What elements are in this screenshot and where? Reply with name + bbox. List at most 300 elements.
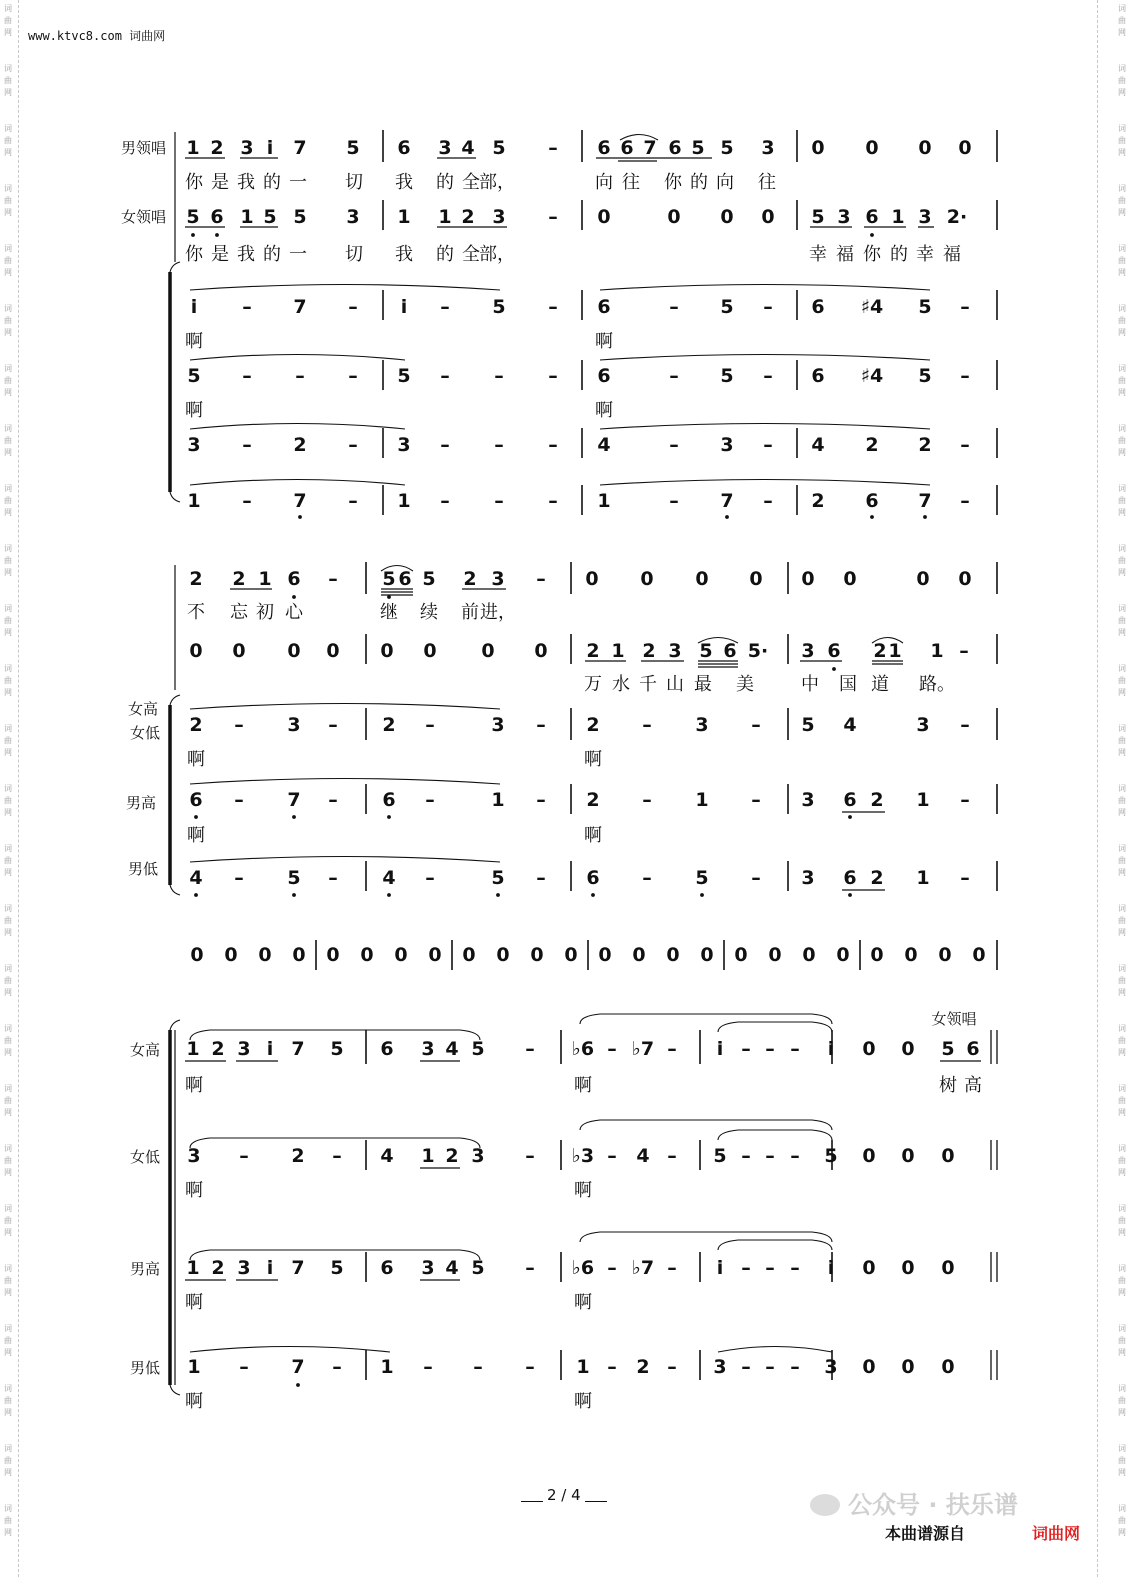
edge-watermark-char: 网 [4, 208, 12, 217]
note: 6 [668, 137, 682, 159]
note: 1 [597, 490, 611, 512]
note: 5 [720, 365, 734, 387]
note: 1 [611, 640, 625, 662]
note: – [242, 434, 252, 456]
note: – [425, 789, 435, 811]
note: 3 [421, 1038, 435, 1060]
note: 5· [747, 640, 769, 662]
note: 3 [240, 137, 254, 159]
note: – [328, 867, 338, 889]
part-label: 女低 [129, 1148, 160, 1166]
edge-watermark-char: 词 [4, 244, 12, 253]
lyric-char: 我 [237, 172, 255, 193]
note: 4 [636, 1145, 650, 1167]
lyric-char: 前 [461, 602, 479, 623]
edge-watermark-char: 词 [1118, 1024, 1126, 1033]
note: 0 [941, 1257, 955, 1279]
note: 0 [958, 137, 972, 159]
note: 3 [471, 1145, 485, 1167]
note: i [827, 1038, 835, 1060]
lyric-char: 高 [964, 1075, 982, 1096]
edge-watermark-char: 曲 [1118, 1336, 1126, 1345]
note: 0 [564, 944, 578, 966]
part-label: 男领唱 [120, 139, 166, 157]
edge-watermark-char: 网 [4, 928, 12, 937]
lyric-char: 续 [420, 602, 438, 623]
note: 0 [862, 1257, 876, 1279]
note: – [669, 365, 679, 387]
note: 6 [597, 296, 611, 318]
note: – [234, 714, 244, 736]
edge-watermark-char: 词 [1118, 1444, 1126, 1453]
lyric-char: 的 [436, 244, 454, 265]
note: 0 [189, 640, 203, 662]
note: 0 [941, 1145, 955, 1167]
note: 0 [904, 944, 918, 966]
octave-dot [292, 815, 296, 819]
edge-watermark-char: 词 [1118, 364, 1126, 373]
note: 5 [382, 568, 396, 590]
note: 6 [843, 867, 857, 889]
note: 3 [837, 206, 851, 228]
lyric-ah: 啊 [584, 825, 602, 846]
lyric-char: 向 [595, 172, 613, 193]
note: 7 [291, 1038, 305, 1060]
note: – [763, 296, 773, 318]
edge-watermark-char: 词 [1118, 184, 1126, 193]
note: 1 [186, 1038, 200, 1060]
octave-dot [496, 893, 500, 897]
note: 5 [492, 137, 506, 159]
edge-watermark-char: 网 [4, 448, 12, 457]
edge-watermark-char: 网 [1118, 268, 1126, 277]
note: 4 [189, 867, 203, 889]
note: – [440, 434, 450, 456]
note: – [425, 714, 435, 736]
note: – [667, 1038, 677, 1060]
note: 6 [380, 1257, 394, 1279]
edge-watermark-char: 曲 [1118, 976, 1126, 985]
lyric-char: 一 [289, 244, 307, 265]
note: – [751, 789, 761, 811]
edge-watermark-char: 曲 [4, 1396, 12, 1405]
note: 2 [232, 568, 246, 590]
edge-watermark-char: 曲 [4, 436, 12, 445]
note: 6 [811, 296, 825, 318]
note: 6 [397, 137, 411, 159]
note: – [234, 789, 244, 811]
edge-watermark-char: 网 [1118, 328, 1126, 337]
note: – [763, 490, 773, 512]
note: – [494, 434, 504, 456]
lyric-char: 往 [622, 172, 640, 193]
edge-watermark-char: 词 [1118, 124, 1126, 133]
note: – [960, 714, 970, 736]
edge-watermark-char: 曲 [1118, 1036, 1126, 1045]
slur [190, 1347, 390, 1353]
lyric-char: 不 [187, 602, 205, 623]
edge-watermark-char: 曲 [1118, 1516, 1126, 1525]
octave-dot [700, 893, 704, 897]
edge-watermark-char: 网 [4, 748, 12, 757]
edge-watermark-char: 网 [4, 508, 12, 517]
edge-watermark-char: 曲 [1118, 1456, 1126, 1465]
lyric-char: 我 [237, 244, 255, 265]
edge-watermark-char: 词 [1118, 4, 1126, 13]
edge-watermark-char: 词 [4, 1324, 12, 1333]
note: 0 [632, 944, 646, 966]
note: 3 [187, 434, 201, 456]
note: – [536, 867, 546, 889]
lyric-char: 树 [939, 1075, 957, 1096]
note: 5 [918, 296, 932, 318]
note: 6 [597, 365, 611, 387]
edge-watermark-char: 网 [1118, 88, 1126, 97]
lyric-char: 你 [185, 244, 203, 265]
source-site: 词曲网 [1032, 1524, 1081, 1543]
note: 2 [293, 434, 307, 456]
edge-watermark-char: 网 [1118, 808, 1126, 817]
note: – [348, 365, 358, 387]
note: 2 [189, 568, 203, 590]
note: ♭6 [571, 1038, 595, 1060]
edge-watermark-char: 词 [1118, 724, 1126, 733]
edge-watermark-char: 网 [1118, 508, 1126, 517]
note: 0 [326, 944, 340, 966]
lyric-char: 一 [289, 172, 307, 193]
edge-watermark-char: 词 [1118, 1324, 1126, 1333]
note: 7 [291, 1356, 305, 1378]
note: 0 [843, 568, 857, 590]
note: 0 [360, 944, 374, 966]
note: 3 [824, 1356, 838, 1378]
slur [190, 480, 405, 486]
slur [190, 285, 500, 291]
note: 5 [491, 867, 505, 889]
edge-watermark-char: 曲 [4, 316, 12, 325]
note: 1 [186, 137, 200, 159]
source-label: 本曲谱源自 [885, 1524, 966, 1543]
edge-watermark-char: 网 [4, 628, 12, 637]
note: 1 [695, 789, 709, 811]
note: – [607, 1257, 617, 1279]
note: 2· [946, 206, 968, 228]
note: 2 [291, 1145, 305, 1167]
edge-watermark-char: 曲 [4, 616, 12, 625]
note: 0 [394, 944, 408, 966]
note: 0 [292, 944, 306, 966]
lyric-char: 往 [758, 172, 776, 193]
edge-watermark-char: 词 [1118, 604, 1126, 613]
note: 7 [293, 137, 307, 159]
note: – [548, 434, 558, 456]
note: i [400, 296, 408, 318]
note: 2 [870, 867, 884, 889]
note: 0 [232, 640, 246, 662]
edge-watermark-char: 曲 [1118, 1216, 1126, 1225]
edge-watermark-char: 曲 [1118, 436, 1126, 445]
note: 6 [586, 867, 600, 889]
note: – [667, 1145, 677, 1167]
edge-watermark-char: 词 [1118, 544, 1126, 553]
slur [190, 424, 405, 430]
note: 3 [668, 640, 682, 662]
note: 1 [186, 1257, 200, 1279]
lyric-char: 的 [263, 172, 281, 193]
edge-watermark-char: 曲 [4, 1036, 12, 1045]
lyric-char: 山 [666, 674, 684, 695]
note: 2 [210, 137, 224, 159]
edge-watermark-char: 词 [1118, 844, 1126, 853]
note: 0 [918, 137, 932, 159]
note: 0 [749, 568, 763, 590]
lyric-ah: 啊 [584, 749, 602, 770]
edge-watermark-char: 词 [4, 544, 12, 553]
note: 1 [438, 206, 452, 228]
edge-watermark-char: 词 [4, 484, 12, 493]
note: 3 [801, 867, 815, 889]
lyric-char: 初 [256, 602, 274, 623]
edge-watermark-char: 曲 [1118, 256, 1126, 265]
note: 6 [398, 568, 412, 590]
edge-watermark-char: 曲 [1118, 1096, 1126, 1105]
note: – [667, 1356, 677, 1378]
edge-watermark-char: 网 [4, 88, 12, 97]
note: 1 [240, 206, 254, 228]
note: 4 [811, 434, 825, 456]
note: 3 [346, 206, 360, 228]
lyric-char: 全 [462, 172, 480, 193]
edge-watermark-char: 曲 [1118, 1276, 1126, 1285]
bracket-hook [170, 1020, 180, 1030]
note: – [423, 1356, 433, 1378]
note: – [239, 1145, 249, 1167]
octave-dot [848, 893, 852, 897]
edge-watermark-char: 曲 [1118, 16, 1126, 25]
edge-watermark-char: 网 [4, 1288, 12, 1297]
edge-watermark-char: 曲 [4, 556, 12, 565]
edge-watermark-char: 词 [4, 364, 12, 373]
note: 5 [695, 867, 709, 889]
note: 0 [598, 944, 612, 966]
note: 6 [380, 1038, 394, 1060]
note: – [741, 1145, 751, 1167]
edge-watermark-char: 网 [1118, 1228, 1126, 1237]
note: 0 [862, 1145, 876, 1167]
octave-dot [387, 893, 391, 897]
note: 5 [330, 1038, 344, 1060]
lyric-char: 福 [836, 244, 854, 265]
edge-watermark-char: 网 [4, 568, 12, 577]
note: – [332, 1145, 342, 1167]
note: – [763, 365, 773, 387]
slur [190, 704, 500, 710]
note: 0 [802, 944, 816, 966]
note: ♯4 [860, 296, 884, 318]
note: 0 [530, 944, 544, 966]
note: – [234, 867, 244, 889]
note: 1 [491, 789, 505, 811]
note: – [960, 434, 970, 456]
edge-watermark-char: 曲 [4, 856, 12, 865]
note: – [328, 568, 338, 590]
slur [718, 1240, 832, 1250]
note: 6 [843, 789, 857, 811]
note: – [765, 1038, 775, 1060]
note: 2 [811, 490, 825, 512]
note: i [716, 1257, 724, 1279]
note: 0 [700, 944, 714, 966]
slur [580, 1120, 832, 1130]
note: 5 [187, 365, 201, 387]
note: – [960, 867, 970, 889]
note: – [242, 365, 252, 387]
note: 5 [293, 206, 307, 228]
edge-watermark-char: 词 [1118, 1264, 1126, 1273]
note: 0 [972, 944, 986, 966]
note: 5 [330, 1257, 344, 1279]
note: 2 [870, 789, 884, 811]
edge-watermark-char: 词 [4, 1084, 12, 1093]
note: – [473, 1356, 483, 1378]
edge-watermark-char: 曲 [4, 1336, 12, 1345]
edge-watermark-char: 词 [4, 1264, 12, 1273]
note: i [266, 1038, 274, 1060]
note: 0 [326, 640, 340, 662]
note: – [642, 789, 652, 811]
edge-watermark-char: 曲 [4, 796, 12, 805]
note: 5 [824, 1145, 838, 1167]
note: 5 [713, 1145, 727, 1167]
note: 0 [862, 1356, 876, 1378]
note: – [295, 365, 305, 387]
edge-watermark-char: 网 [4, 388, 12, 397]
note: i [827, 1257, 835, 1279]
note: – [669, 296, 679, 318]
note: 2 [586, 789, 600, 811]
octave-dot [292, 893, 296, 897]
octave-dot [298, 515, 302, 519]
note: 3 [237, 1257, 251, 1279]
note: ♭6 [571, 1257, 595, 1279]
note: – [536, 714, 546, 736]
bracket-hook [170, 695, 180, 705]
lyric-char: 的 [263, 244, 281, 265]
note: – [960, 789, 970, 811]
lyric-ah: 啊 [574, 1180, 592, 1201]
note: 5 [699, 640, 713, 662]
note: 3 [438, 137, 452, 159]
lyric-ah: 啊 [574, 1075, 592, 1096]
note: 5 [471, 1257, 485, 1279]
edge-watermark-char: 曲 [1118, 376, 1126, 385]
lyric-ah: 啊 [595, 400, 613, 421]
bracket-hook [170, 885, 180, 895]
octave-dot [191, 233, 195, 237]
edge-watermark-char: 曲 [1118, 856, 1126, 865]
note: – [741, 1038, 751, 1060]
slur [600, 285, 930, 291]
octave-dot [923, 515, 927, 519]
lyric-char: 我 [395, 172, 413, 193]
note: 3 [916, 714, 930, 736]
note: – [440, 365, 450, 387]
note: 0 [190, 944, 204, 966]
edge-watermark-char: 词 [1118, 904, 1126, 913]
edge-watermark-char: 网 [4, 1168, 12, 1177]
lyric-char: 你 [863, 244, 881, 265]
edge-watermark-char: 曲 [4, 256, 12, 265]
note: 2 [382, 714, 396, 736]
edge-watermark-char: 网 [4, 1468, 12, 1477]
lyric-char: 最 [694, 674, 712, 695]
note: – [242, 490, 252, 512]
octave-dot [591, 893, 595, 897]
note: 6 [597, 137, 611, 159]
octave-dot [387, 595, 391, 599]
edge-watermark-char: 词 [1118, 424, 1126, 433]
lyric-char: 国 [839, 674, 857, 695]
note: 7 [291, 1257, 305, 1279]
note: – [751, 714, 761, 736]
note: – [242, 296, 252, 318]
note: 0 [811, 137, 825, 159]
lyric-ah: 啊 [185, 1180, 203, 1201]
edge-watermark-char: 曲 [1118, 76, 1126, 85]
edge-watermark-char: 网 [1118, 388, 1126, 397]
note: – [525, 1145, 535, 1167]
note: 5 [471, 1038, 485, 1060]
edge-watermark-char: 词 [4, 604, 12, 613]
note: 4 [445, 1038, 459, 1060]
note: 4 [380, 1145, 394, 1167]
note: 6 [620, 137, 634, 159]
note: 0 [901, 1257, 915, 1279]
edge-watermark-char: 曲 [1118, 496, 1126, 505]
edge-watermark-char: 词 [4, 124, 12, 133]
note: 2 [636, 1356, 650, 1378]
lyric-char: 心 [285, 602, 303, 623]
note: – [328, 789, 338, 811]
note: 5 [287, 867, 301, 889]
edge-watermark-char: 曲 [4, 916, 12, 925]
note: – [348, 296, 358, 318]
note: 2 [873, 640, 887, 662]
edge-watermark-char: 曲 [4, 976, 12, 985]
note: 0 [496, 944, 510, 966]
note: 5 [811, 206, 825, 228]
note: 3 [287, 714, 301, 736]
edge-watermark-char: 词 [1118, 1084, 1126, 1093]
note: – [548, 206, 558, 228]
edge-watermark-char: 网 [1118, 448, 1126, 457]
note: 0 [585, 568, 599, 590]
note: 0 [938, 944, 952, 966]
edge-watermark-char: 网 [1118, 568, 1126, 577]
slur [600, 480, 930, 486]
note: – [751, 867, 761, 889]
edge-watermark-char: 曲 [4, 1516, 12, 1525]
note: – [607, 1038, 617, 1060]
slur [190, 857, 500, 863]
lyric-char: 幸 [916, 244, 934, 265]
lyric-char: 我 [395, 244, 413, 265]
lyric-char: 是 [211, 244, 229, 265]
note: – [525, 1257, 535, 1279]
edge-watermark-char: 网 [4, 688, 12, 697]
note: 6 [865, 206, 879, 228]
note: 0 [958, 568, 972, 590]
